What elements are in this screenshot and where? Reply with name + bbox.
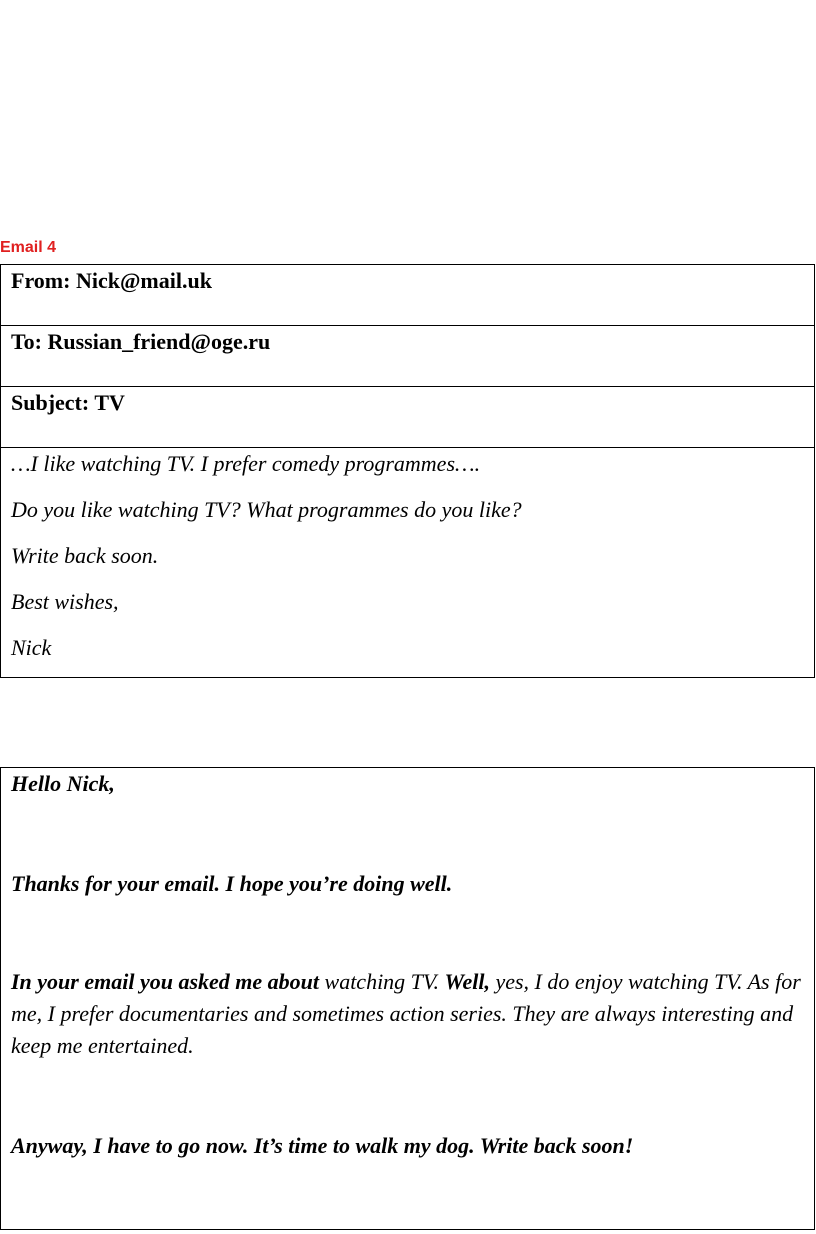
from-value: Nick@mail.uk xyxy=(75,268,212,293)
reply-thanks: Thanks for your email. I hope you’re doing well. xyxy=(11,871,453,896)
to-row xyxy=(1,326,814,387)
subject-label: Subject: xyxy=(11,390,90,415)
incoming-email-table xyxy=(0,264,815,678)
body-line-2: Do you like watching TV? What programmes do you like? xyxy=(11,497,522,522)
subject-value: TV xyxy=(94,390,125,415)
subject-row xyxy=(1,387,814,448)
from-label: From: xyxy=(11,268,71,293)
body-line-3: Write back soon. xyxy=(11,543,159,568)
from-row xyxy=(1,265,814,326)
reply-phrase-asked: In your email you asked me about xyxy=(11,969,320,994)
to-value: Russian_friend@oge.ru xyxy=(47,329,271,354)
reply-text-topic: watching TV. xyxy=(319,969,445,994)
email-number-label: Email 4 xyxy=(0,239,57,256)
reply-closing: Anyway, I have to go now. It’s time to walk my dog. Write back soon! xyxy=(11,1133,634,1158)
body-line-1: …I like watching TV. I prefer comedy programmes…. xyxy=(11,451,481,476)
reply-main-paragraph xyxy=(11,966,801,1062)
reply-box xyxy=(0,767,815,1230)
reply-phrase-well: Well, xyxy=(444,969,490,994)
reply-greeting: Hello Nick, xyxy=(11,771,115,796)
body-line-5: Nick xyxy=(11,635,52,660)
reply-text-answer: yes, I do enjoy watching TV. As for me, I prefer documentaries and sometimes action series. They are always interesting and keep me entertained. xyxy=(11,969,801,1058)
body-line-4: Best wishes, xyxy=(11,589,119,614)
to-label: To: xyxy=(11,329,42,354)
